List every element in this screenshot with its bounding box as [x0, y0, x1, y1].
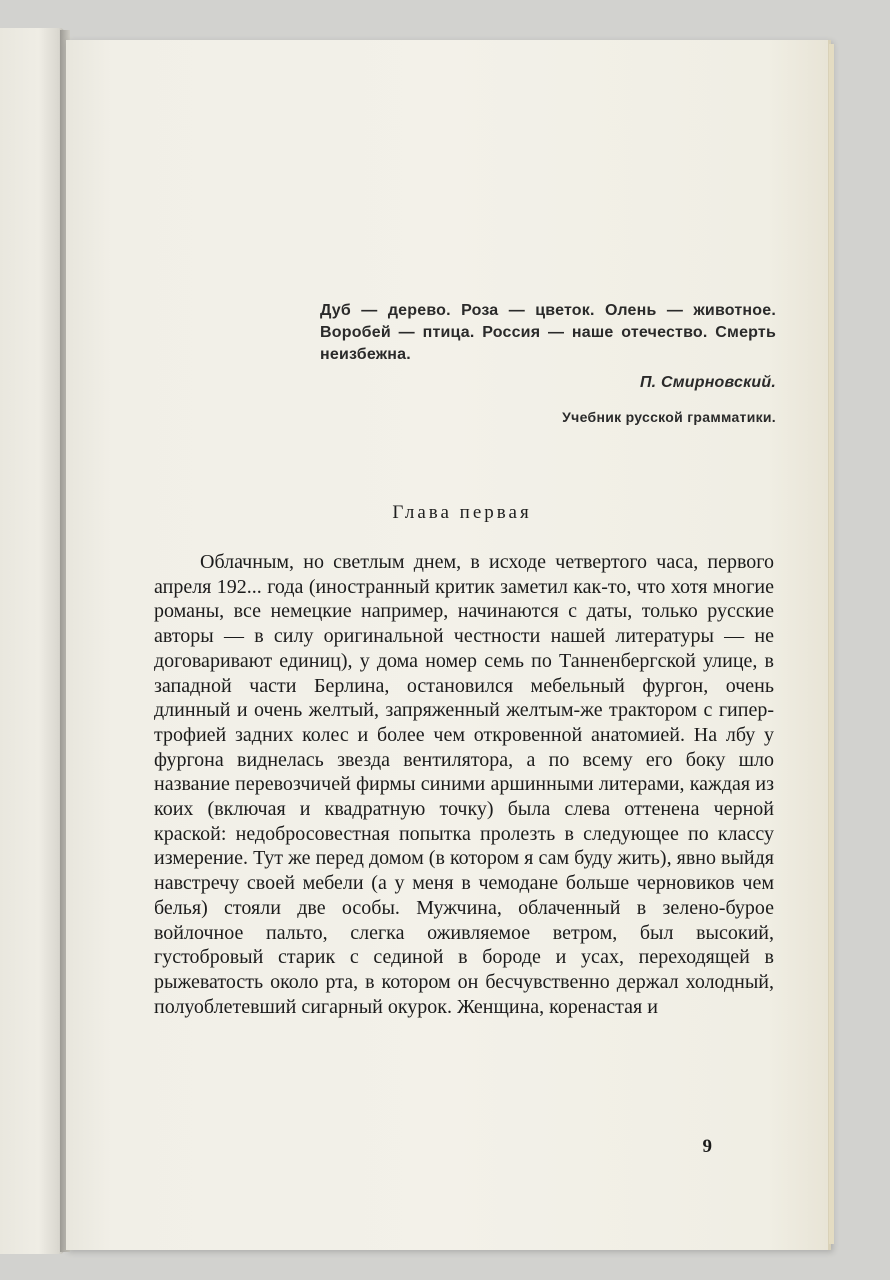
body-paragraph: Облачным, но светлым днем, в исходе четвертого часа, первого апреля 192... года (иностранный критик заметил как-то, что хотя многие романы, все немецкие например, начинаются с даты, только русские авторы — в силу оригинальной честности нашей литературы — не договаривают единиц), у дома номер семь по Танненбергской улице, в западной части Берлина, остановился мебельный фургон, очень длинный и очень желтый, запряженный желтым-же трактором с гипертрофией задних колес и более чем откровенной анатомией. На лбу у фургона виднелась звезда вентилятора, а по всему его боку шло название перевозчичей фирмы синими аршинными литерами, каждая из коих (включая и квадратную точку) была слева оттенена черной краской: недобросовестная попытка пролезть в следующее по классу измерение. Тут же перед домом (в котором я сам буду жить), явно выйдя навстречу своей мебели (а у меня в чемодане больше черновиков чем белья) стояли две особы. Мужчина, облаченный в зелено-бурое войлочное пальто, слегка оживляемое ветром, был высокий, густобровый старик с сединой в бороде и усах, переходящей в рыжеватость около рта, в котором он бесчувственно держал холодный, полуоблетевший сигарный окурок. Женщина, коренастая и — [154, 551, 774, 1018]
page-edge — [829, 44, 834, 1244]
epigraph-source: Учебник русской грамматики. — [562, 409, 776, 425]
epigraph-author: П. Смирновский. — [639, 374, 776, 391]
chapter-title: Глава первая — [392, 502, 532, 523]
epigraph-text: Дуб — дерево. Роза — цветок. Олень — животное. Воробей — птица. Россия — наше отечество. Смерть неизбежна. — [320, 302, 776, 363]
facing-page-edge — [0, 28, 64, 1254]
epigraph — [320, 300, 776, 428]
page-number: 9 — [702, 1136, 712, 1157]
book-page — [66, 40, 831, 1250]
